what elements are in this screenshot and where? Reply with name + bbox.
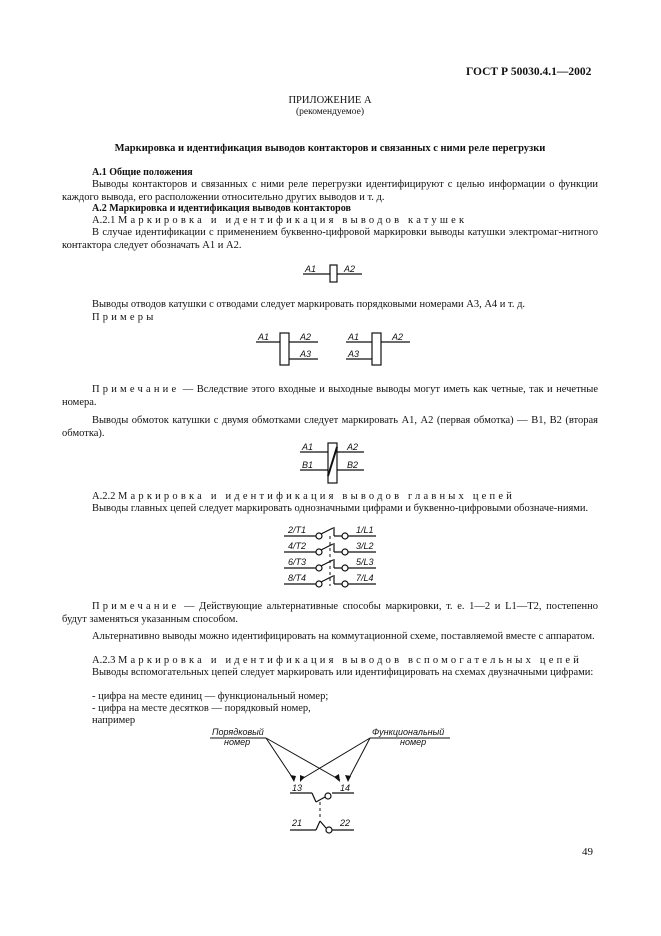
main-terminal-left-3: 6/T3: [288, 557, 307, 567]
section-a1-title: А.1 Общие положения: [92, 167, 193, 178]
bullet-tens: - цифра на месте десятков — порядковый номер,: [92, 703, 311, 714]
appendix-title: ПРИЛОЖЕНИЕ А: [288, 95, 372, 106]
page-number: 49: [582, 846, 593, 858]
tapped1-terminal-a2: A2: [300, 332, 312, 342]
seq-number-label-line2: номер: [224, 737, 251, 747]
alternative-text: Альтернативно выводы можно идентифицировать на коммутационной схеме, поставляемой вместе с аппаратом.: [92, 631, 595, 642]
coil-terminal-a2: A2: [344, 264, 356, 274]
aux-terminal-13: 13: [292, 783, 303, 793]
note-2: [62, 600, 598, 626]
double-terminal-b2: B2: [347, 460, 359, 470]
appendix-subtitle: (рекомендуемое): [295, 107, 365, 117]
coil-tapped-diagram: [254, 330, 414, 370]
coil-simple-diagram: [300, 262, 364, 286]
for-example-label: например: [92, 715, 136, 726]
main-contacts-diagram: [282, 524, 382, 592]
main-terminal-left-1: 2/T1: [288, 525, 307, 535]
main-terminal-right-2: 3/L2: [356, 541, 374, 551]
note-1-text: — Вследствие этого входные и выходные выводы могут иметь как четные, так и нечетные номера.: [62, 384, 598, 408]
coil-double-diagram: [298, 440, 368, 486]
aux-contacts-diagram: [206, 724, 456, 844]
two-windings-text: Выводы обмоток катушки с двумя обмотками следует маркировать А1, А2 (первая обмотка) — В1, В2 (вторая обмотка).: [62, 415, 598, 439]
main-terminal-right-3: 5/L3: [356, 557, 374, 567]
taps-text: Выводы отводов катушки с отводами следует маркировать порядковыми номерами А3, А4 и т. д.: [92, 299, 526, 310]
note-1-label: Примечание: [92, 384, 180, 395]
aux-terminal-22: 22: [340, 818, 351, 828]
aux-terminal-14: 14: [340, 783, 351, 793]
seq-number-label-line1: Порядковый: [212, 727, 264, 737]
double-terminal-b1: B1: [302, 460, 314, 470]
section-a21-number: А.2.1: [92, 215, 116, 226]
aux-terminal-21: 21: [292, 818, 303, 828]
tapped2-terminal-a3: A3: [348, 349, 360, 359]
section-a21-text: В случае идентификации с применением буквенно-цифровой маркировки выводы катушки электромаг-нитного контактора следует обозначать А1 и А2.: [62, 227, 598, 251]
main-terminal-right-1: 1/L1: [356, 525, 374, 535]
func-number-label-line1: Функциональный: [372, 727, 445, 737]
main-terminal-left-2: 4/T2: [288, 541, 307, 551]
tapped1-terminal-a3: A3: [300, 349, 312, 359]
double-terminal-a2: A2: [347, 442, 359, 452]
tapped2-terminal-a2: A2: [392, 332, 404, 342]
bullet-units: - цифра на месте единиц — функциональный номер;: [92, 691, 329, 702]
note-2-text: — Действующие альтернативные способы маркировки, т. е. 1—2 и L1—T2, постепенно будут заменяться указанным способом.: [62, 601, 598, 625]
appendix-heading: Маркировка и идентификация выводов контакторов и связанных с ними реле перегрузки: [114, 143, 546, 154]
main-terminal-left-4: 8/T4: [288, 573, 307, 583]
double-terminal-a1: A1: [302, 442, 314, 452]
tapped2-terminal-a1: A1: [348, 332, 360, 342]
standard-number: ГОСТ Р 50030.4.1—2002: [466, 66, 592, 78]
section-a21-title: Маркировка и идентификация выводов катушек: [117, 215, 468, 226]
coil-terminal-a1: A1: [305, 264, 317, 274]
section-a1-text: Выводы контакторов и связанных с ними реле перегрузки идентифицируют с целью информации о функции каждого вывода, его расположении относительно других выводов и т. д.: [62, 179, 598, 203]
section-a22-text: Выводы главных цепей следует маркировать однозначными цифрами и буквенно-цифровыми обозначе-ниями.: [92, 503, 589, 514]
note-1: [62, 383, 598, 409]
section-a22-number: А.2.2: [92, 491, 116, 502]
section-a22-title: Маркировка и идентификация выводов главных цепей: [117, 491, 516, 502]
main-terminal-right-4: 7/L4: [356, 573, 374, 583]
tapped1-terminal-a1: A1: [258, 332, 270, 342]
func-number-label-line2: номер: [400, 737, 427, 747]
examples-label: Примеры: [92, 312, 157, 323]
section-a23-number: А.2.3: [92, 655, 116, 666]
note-2-label: Примечание: [92, 601, 180, 612]
section-a2-title: А.2 Маркировка и идентификация выводов контакторов: [92, 203, 351, 214]
section-a23-title: Маркировка и идентификация выводов вспомогательных цепей: [117, 655, 583, 666]
section-a23-text: Выводы вспомогательных цепей следует маркировать или идентифицировать на схемах двузначными цифрами:: [92, 667, 594, 678]
